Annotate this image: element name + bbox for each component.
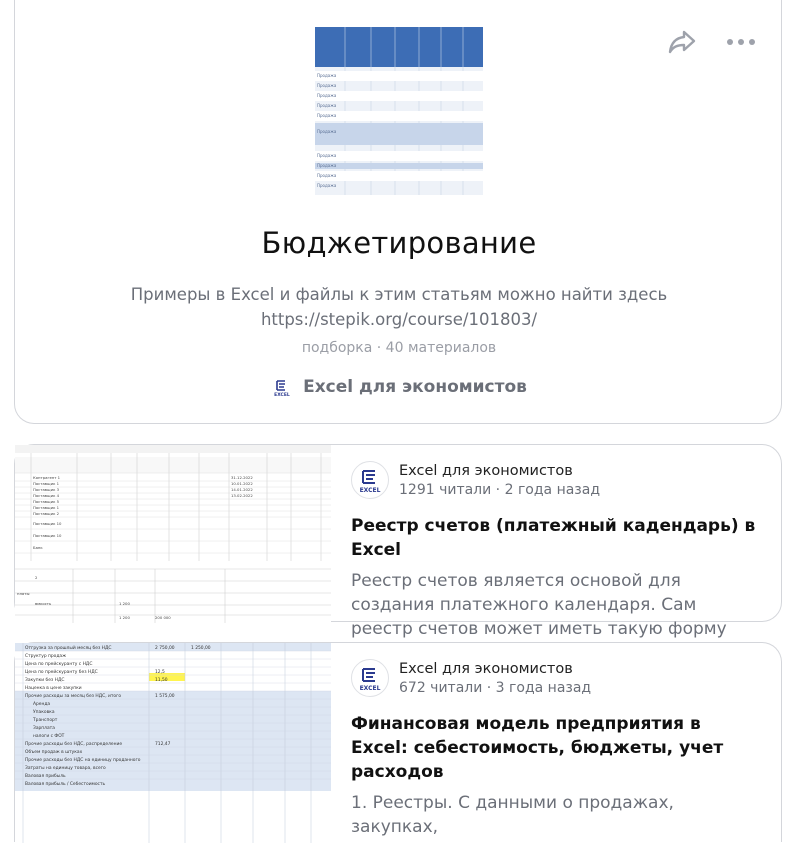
svg-text:Аренда: Аренда [33,702,51,707]
svg-text:1 575,00: 1 575,00 [155,694,175,699]
spreadsheet-cover-image [315,27,483,195]
svg-text:11,50: 11,50 [155,678,168,683]
svg-text:Продажа: Продажа [317,173,337,178]
svg-text:Объем продаж в штуках: Объем продаж в штуках [25,750,83,755]
article-content [351,459,761,665]
article-card[interactable] [14,444,782,639]
svg-text:12,5: 12,5 [155,670,165,675]
collection-title: Бюджетирование [261,226,537,260]
svg-text:Затраты на единицу товара, все: Затраты на единицу товара, всего [25,766,106,771]
svg-text:1 250,00: 1 250,00 [191,646,211,651]
collection-card [14,0,782,424]
svg-text:200 000: 200 000 [155,615,171,620]
svg-text:31.12.2022: 31.12.2022 [231,475,253,480]
channel-logo-icon [271,376,293,398]
svg-text:Прочие расходы без НДС, распре: Прочие расходы без НДС, распределение [25,742,123,747]
svg-text:712,47: 712,47 [155,742,171,747]
svg-text:Цена по прейскуранту с НДС: Цена по прейскуранту с НДС [25,662,93,667]
svg-text:Продажа: Продажа [317,73,337,78]
article-card[interactable] [14,642,782,842]
article-author[interactable] [351,657,761,699]
article-meta: 672 читали · 3 года назад [399,679,592,696]
spreadsheet-thumbnail-image [15,643,331,843]
svg-text:EXCEL: EXCEL [274,393,290,398]
collection-channel[interactable] [15,376,783,398]
svg-text:Продажа: Продажа [317,163,337,168]
article-author[interactable] [351,459,761,501]
svg-text:Продажа: Продажа [317,153,337,158]
svg-text:Прочие расходы без НДС на един: Прочие расходы без НДС на единицу проданного [25,758,141,763]
svg-text:13.02.2022: 13.02.2022 [231,493,253,498]
article-snippet: 1. Реестры. С данными о продажах, закупках, [351,793,674,837]
spreadsheet-thumbnail-image [15,445,331,623]
article-title[interactable]: Финансовая модель предприятия в Excel: себестоимость, бюджеты, учет расходов [351,714,724,782]
svg-text:10.01.2022: 10.01.2022 [231,481,253,486]
svg-text:Цена по прейскуранту без НДС: Цена по прейскуранту без НДС [25,670,98,675]
svg-text:Продажа: Продажа [317,129,337,134]
svg-text:Валовая прибыль: Валовая прибыль [25,774,66,779]
article-thumbnail [15,445,331,621]
article-title[interactable]: Реестр счетов (платежный кадендарь) в Excel [351,516,756,560]
svg-text:14.01.2022: 14.01.2022 [231,487,253,492]
svg-text:2 750,00: 2 750,00 [155,646,175,651]
svg-text:Продажа: Продажа [317,93,337,98]
collection-meta: подборка · 40 материалов [301,340,497,356]
more-dots-icon [727,39,733,45]
svg-text:Поставщик 10: Поставщик 10 [33,521,62,526]
svg-text:Структур продаж: Структур продаж [25,654,67,659]
svg-text:EXCEL: EXCEL [359,685,381,692]
svg-text:Продажа: Продажа [317,113,337,118]
channel-avatar-icon [351,461,389,499]
svg-text:Контрагент 1: Контрагент 1 [33,475,61,480]
author-name[interactable]: Excel для экономистов [399,462,573,479]
svg-text:Поставщик 1: Поставщик 1 [33,481,60,486]
svg-text:Поставщик 2: Поставщик 2 [33,511,60,516]
svg-text:Отгрузка за прошлый месяц без: Отгрузка за прошлый месяц без НДС [25,646,112,651]
svg-text:Банк: Банк [33,545,43,550]
article-snippet: Реестр счетов является основой для создания платежного календаря. Сам реестр счетов может иметь такую форму [351,571,727,639]
svg-text:1 200: 1 200 [119,601,130,606]
svg-text:Продажа: Продажа [317,83,337,88]
collection-description: Примеры в Excel и файлы к этим статьям можно найти здесь https://stepik.org/course/101803/ [130,285,668,329]
svg-text:EXCEL: EXCEL [359,487,381,494]
svg-text:Транспорт: Транспорт [33,718,58,723]
svg-text:Продажа: Продажа [317,103,337,108]
svg-text:Закупки без НДС: Закупки без НДС [25,678,65,683]
collection-cover [315,27,483,195]
svg-text:Зарплата: Зарплата [33,726,55,731]
more-button[interactable] [723,28,759,56]
article-meta: 1291 читали · 2 года назад [399,481,601,498]
svg-text:Поставщик 1: Поставщик 1 [33,505,60,510]
svg-text:Поставщик 10: Поставщик 10 [33,533,62,538]
svg-text:Валовая прибыль / Себестоимост: Валовая прибыль / Себестоимость [25,782,106,787]
svg-text:Прочие расходы за месяц без НД: Прочие расходы за месяц без НДС, итого [25,694,122,699]
svg-text:налоги с ФОТ: налоги с ФОТ [33,734,65,739]
article-content [351,657,761,839]
svg-text:Поставщик 5: Поставщик 5 [33,499,60,504]
svg-text:1 200: 1 200 [119,615,130,620]
svg-text:вмкость: вмкость [35,601,52,606]
svg-text:платы: платы [17,591,30,596]
article-thumbnail [15,643,331,842]
svg-text:Упаковка: Упаковка [33,710,55,715]
svg-text:Поставщик 3: Поставщик 3 [33,487,60,492]
svg-text:2: 2 [35,575,38,580]
svg-text:Наценка в цене закупки: Наценка в цене закупки [25,686,82,691]
svg-text:Продажа: Продажа [317,183,337,188]
channel-name[interactable]: Excel для экономистов [303,377,527,397]
share-button[interactable] [667,28,697,56]
svg-text:Поставщик 4: Поставщик 4 [33,493,60,498]
share-arrow-icon [667,28,697,56]
author-name[interactable]: Excel для экономистов [399,660,573,677]
channel-avatar-icon [351,659,389,697]
